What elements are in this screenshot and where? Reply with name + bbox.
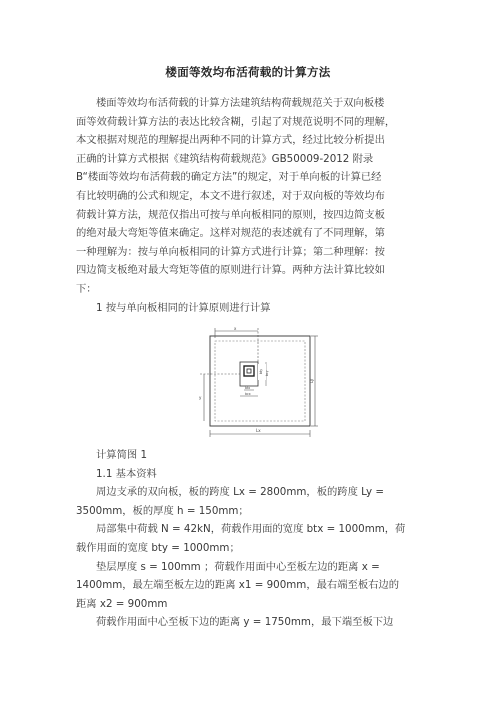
- intro-line: 正确的计算方式根据《建筑结构荷载规范》GB50009-2012 附录: [76, 152, 374, 165]
- intro-line: 荷载计算方法，规范仅指出可按与单向板相同的原则，按四边简支板: [76, 208, 385, 221]
- dim-y-label: y: [199, 395, 202, 400]
- figure-caption: 计算简图 1: [96, 449, 148, 461]
- intro-line: 下：: [76, 282, 97, 295]
- page-title: 楼面等效均布活荷载的计算方法: [165, 65, 331, 79]
- detail-line: 距离 x2 = 900mm: [76, 597, 168, 610]
- detail-line: 局部集中荷载 N = 42kN，荷载作用面的宽度 btx = 1000mm，荷: [96, 523, 406, 536]
- intro-line: 本文根据对规范的理解提出两种不同的计算方式，经过比较分析提出: [76, 134, 385, 147]
- intro-line: 楼面等效均布活荷载的计算方法建筑结构荷载规范关于双向板楼: [96, 97, 385, 109]
- detail-line: 周边支承的双向板，板的跨度 Lx = 2800mm，板的跨度 Ly =: [96, 486, 384, 499]
- dim-ly-label: Ly: [309, 378, 314, 383]
- intro-line: B“楼面等效均布活荷载的确定方法”的规定，对于单向板的计算已经: [76, 171, 382, 184]
- intro-line: 一种理解为：按与单向板相同的计算方式进行计算；第二种理解：按: [76, 245, 385, 258]
- section-1-1: [76, 446, 428, 632]
- intro-line: 有比较明确的公式和规定，本文不进行叙述，对于双向板的等效均布: [76, 189, 385, 202]
- dim-lx-label: Lx: [256, 428, 261, 433]
- detail-line: 载作用面的宽度 bty = 1000mm；: [76, 541, 240, 554]
- dim-bcy-label: bcy: [265, 370, 269, 376]
- dim-bcx-label: bcx: [245, 392, 251, 396]
- intro-line: 四边简支板绝对最大弯矩等值的原则进行计算。两种方法计算比较如: [76, 264, 385, 277]
- dim-bty-label: bty: [259, 368, 263, 374]
- detail-line: 3500mm，板的厚度 h = 150mm；: [76, 504, 249, 517]
- section-1-heading: 1 按与单向板相同的计算原则进行计算: [96, 301, 271, 314]
- section-1-1-heading: 1.1 基本资料: [96, 467, 157, 480]
- detail-line: 荷载作用面中心至板下边的距离 y = 1750mm，最下端至板下边: [96, 616, 394, 629]
- detail-line: 1400mm，最左端至板左边的距离 x1 = 900mm，最右端至板右边的: [76, 579, 400, 592]
- dim-x-label: x: [234, 326, 237, 331]
- dim-btx-label: btx: [245, 386, 251, 390]
- calculation-diagram: [196, 326, 320, 440]
- intro-line: 面等效荷载计算方法的表达比较含糊，引起了对规范说明不同的理解，: [76, 115, 396, 128]
- intro-paragraph: [76, 94, 428, 317]
- intro-line: 的绝对最大弯矩等值来确定。这样对规范的表述就有了不同理解，第: [76, 227, 385, 240]
- detail-line: 垫层厚度 s = 100mm ；荷载作用面中心至板左边的距离 x =: [96, 560, 380, 573]
